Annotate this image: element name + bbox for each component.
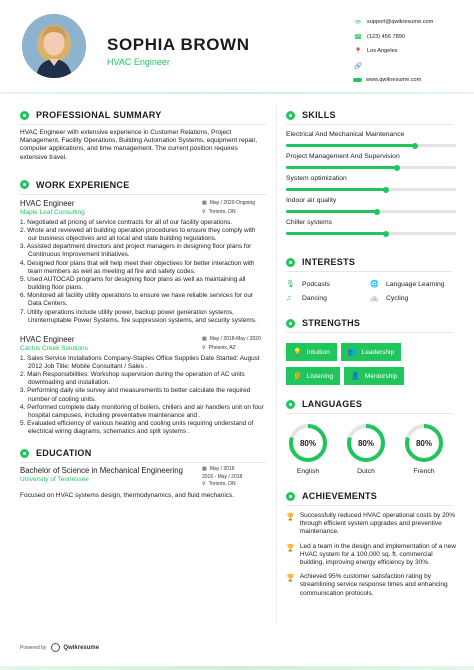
experience-section bbox=[20, 180, 266, 437]
skill-level-bar bbox=[286, 188, 456, 191]
education-heading: EDUCATION bbox=[36, 448, 92, 459]
section-rule bbox=[286, 413, 452, 414]
skill-item bbox=[286, 131, 456, 147]
skills-section bbox=[286, 110, 456, 235]
job-date: May / 2020-Ongoing bbox=[209, 199, 256, 206]
job-date: May / 2018-May / 2020 bbox=[209, 335, 261, 342]
music-icon: ♫ bbox=[286, 294, 292, 302]
contact-location: 📍 Los Angeles bbox=[353, 48, 398, 56]
strengths-section bbox=[286, 318, 456, 389]
phone-icon: ☎ bbox=[353, 33, 363, 41]
achievement-item: 🏆 Led a team in the design and implementation of a new HVAC system for a 100,000 sq. ft. commercial building, improving energy efficiency by 30%. bbox=[286, 542, 456, 567]
language-name: Dutch bbox=[357, 468, 375, 475]
website-icon bbox=[353, 78, 362, 82]
skill-name: Electrical And Mechanical Maintenance bbox=[286, 131, 405, 138]
job-bullets bbox=[20, 219, 266, 325]
skill-item bbox=[286, 219, 456, 235]
interest-item: 🌐 Language Learning bbox=[370, 280, 445, 288]
section-rule bbox=[20, 124, 266, 125]
section-bullet-icon bbox=[286, 258, 295, 267]
skill-level-fill bbox=[286, 188, 386, 191]
candidate-name: SOPHIA BROWN bbox=[107, 35, 250, 54]
job-entry bbox=[20, 199, 266, 325]
job-location: Toronto, ON bbox=[208, 208, 236, 215]
left-column bbox=[20, 110, 266, 500]
job-title: HVAC Engineer bbox=[20, 334, 75, 344]
location-icon: 📍 bbox=[353, 48, 363, 56]
strengths-tags bbox=[286, 341, 462, 389]
leader-icon: 👥 bbox=[347, 349, 357, 356]
skill-name: Indoor air quality bbox=[286, 197, 337, 204]
strength-tag: 👂 Listening bbox=[286, 367, 340, 385]
section-bullet-icon bbox=[286, 492, 295, 501]
candidate-title: HVAC Engineer bbox=[107, 57, 170, 67]
section-rule bbox=[20, 194, 266, 195]
globe-icon: 🌐 bbox=[370, 281, 379, 288]
language-item bbox=[344, 422, 388, 475]
skill-level-knob bbox=[412, 143, 418, 149]
powered-by: Powered by Qwikresume bbox=[20, 644, 100, 651]
skills-heading: SKILLS bbox=[302, 110, 336, 120]
job-title: HVAC Engineer bbox=[20, 198, 75, 208]
degree-title: Bachelor of Science in Mechanical Engineering bbox=[20, 466, 183, 476]
achievements-section bbox=[286, 491, 456, 598]
list-item: 5. Evaluated efficiency of various heating and cooling units requiring understand of electrical wiring diagrams, schematics and split systems . bbox=[20, 420, 254, 436]
language-percent: 80% bbox=[299, 439, 317, 448]
contact-email[interactable]: ✉ support@qwikresume.com bbox=[352, 15, 433, 30]
education-section bbox=[20, 448, 266, 500]
strength-tag: 💡 Intuition bbox=[286, 343, 337, 361]
skill-level-fill bbox=[286, 232, 386, 235]
resume-header bbox=[0, 0, 474, 92]
education-date: May / 2016 bbox=[209, 466, 235, 473]
language-ring bbox=[403, 422, 445, 464]
language-ring bbox=[345, 422, 387, 464]
education-date-range: 2016 - May / 2018 bbox=[202, 473, 243, 480]
list-item: 7. Utility operations include utility power, backup power generation systems, Uninterruptable Power Systems, fire suppression systems, and security systems. bbox=[20, 308, 257, 324]
list-item: 2. Wrote and reviewed all building operation procedures to ensure they comply with our business objectives and all local and state building regulations. bbox=[20, 226, 256, 243]
lightbulb-icon: 💡 bbox=[293, 349, 302, 356]
languages-section bbox=[286, 399, 456, 475]
qwikresume-logo-icon bbox=[51, 643, 60, 652]
section-bullet-icon bbox=[20, 111, 29, 120]
contact-link[interactable] bbox=[352, 59, 433, 74]
interest-item: 🚲 Cycling bbox=[370, 294, 409, 302]
trophy-icon: 🏆 bbox=[286, 575, 295, 583]
skill-level-fill bbox=[286, 144, 415, 147]
interests-section bbox=[286, 257, 456, 302]
skills-list bbox=[286, 131, 456, 235]
section-rule bbox=[286, 124, 452, 125]
list-item: 6. Monitored all facility utility operations to ensure we have reliable services for our Data Centers. bbox=[20, 292, 254, 308]
location-icon: ⚲ bbox=[202, 481, 206, 488]
language-item bbox=[402, 422, 446, 475]
language-ring bbox=[287, 422, 329, 464]
link-icon: 🔗 bbox=[353, 62, 363, 70]
calendar-icon: ▦ bbox=[202, 199, 207, 206]
education-text: Focused on HVAC systems design, thermodynamics, and fluid mechanics. bbox=[20, 491, 235, 499]
skill-level-bar bbox=[286, 210, 456, 213]
contact-website[interactable]: www.qwikresume.com bbox=[352, 73, 433, 88]
list-item: 3. Performing daily site survey and measurements to better calculate the required number of cooling units. bbox=[20, 387, 251, 403]
skill-name: Chiller systems bbox=[286, 219, 333, 226]
languages-list bbox=[286, 422, 446, 475]
skill-item bbox=[286, 197, 456, 213]
list-item: 1. Sales Service Installations Company-Staples Office Supplies Date Started: August 2012 Job Title: Mobile Consultant / Sales . bbox=[20, 354, 260, 370]
interest-item: 🎙 Podcasts bbox=[286, 280, 330, 288]
skill-item bbox=[286, 175, 456, 191]
skill-level-fill bbox=[286, 210, 377, 213]
skill-item bbox=[286, 153, 456, 169]
ear-icon: 👂 bbox=[293, 373, 302, 380]
languages-heading: LANGUAGES bbox=[302, 399, 363, 409]
calendar-icon: ▦ bbox=[202, 466, 207, 473]
brand-name: Qwikresume bbox=[63, 644, 100, 651]
contact-phone[interactable]: ☎ (123) 456 7890 bbox=[353, 33, 405, 41]
section-bullet-icon bbox=[20, 449, 29, 458]
job-location: Phoenix, AZ bbox=[208, 344, 236, 351]
company-name: Cactus Creek Solutions bbox=[20, 344, 88, 352]
right-column bbox=[286, 110, 456, 598]
location-icon: ⚲ bbox=[202, 344, 206, 351]
interests-list bbox=[286, 280, 456, 302]
list-item: 1. Negotiated all pricing of service contracts for all of our facility operations. bbox=[20, 218, 233, 226]
skill-level-knob bbox=[394, 165, 400, 171]
skill-level-bar bbox=[286, 232, 456, 235]
list-item: 4. Designed floor plans that will help meet their objectives for better interaction with team members as well as meeting all fire and safety codes. bbox=[20, 259, 255, 275]
section-bullet-icon bbox=[286, 319, 295, 328]
language-percent: 80% bbox=[415, 439, 433, 448]
interest-item: ♫ Dancing bbox=[286, 294, 327, 302]
list-item: 5. Used AUTOCAD programs for designing floor plans as well as maintaining all building floor plans. bbox=[20, 275, 246, 292]
mentor-icon: 👤 bbox=[351, 373, 360, 380]
interests-heading: INTERESTS bbox=[302, 257, 356, 267]
footer-band bbox=[0, 666, 474, 670]
calendar-icon: ▦ bbox=[202, 335, 207, 342]
job-bullets bbox=[20, 355, 266, 437]
header-band bbox=[0, 92, 474, 94]
profile-photo bbox=[22, 14, 86, 78]
list-item: 3. Assisted department directors and project managers in designing floor plans for Continuous Improvement Initiatives. bbox=[20, 243, 252, 259]
language-percent: 80% bbox=[357, 439, 375, 448]
list-item: 2. Main Responsibilities: Workshop supervision during the operation of AC units downloading and installation. bbox=[20, 371, 245, 387]
summary-section bbox=[20, 110, 266, 162]
skill-level-knob bbox=[383, 231, 389, 237]
summary-heading: PROFESSIONAL SUMMARY bbox=[36, 110, 162, 120]
strength-tag: 👥 Leadership bbox=[341, 343, 401, 361]
school-name: University of Tennessee bbox=[20, 476, 89, 484]
skill-name: Project Management And Supervision bbox=[286, 153, 400, 160]
language-item bbox=[286, 422, 330, 475]
strengths-heading: STRENGTHS bbox=[302, 318, 361, 328]
skill-level-knob bbox=[374, 209, 380, 215]
achievement-item: 🏆 Successfully reduced HVAC operational costs by 20% through efficient system upgrades and preventive maintenance. bbox=[286, 512, 456, 536]
achievement-item: 🏆 Achieved 95% customer satisfaction rating by streamlining service response times and enhancing communication protocols. bbox=[286, 573, 448, 597]
strength-tag: 👤 Mentorship bbox=[344, 367, 404, 385]
experience-heading: WORK EXPERIENCE bbox=[36, 179, 130, 190]
trophy-icon: 🏆 bbox=[286, 514, 295, 521]
skill-name: System optimization bbox=[286, 175, 347, 182]
location-icon: ⚲ bbox=[202, 208, 206, 215]
section-rule bbox=[286, 332, 452, 333]
section-rule bbox=[286, 271, 452, 272]
section-rule bbox=[286, 505, 452, 506]
language-name: English bbox=[296, 468, 320, 475]
microphone-icon: 🎙 bbox=[286, 281, 295, 288]
skill-level-fill bbox=[286, 166, 397, 169]
contact-list bbox=[352, 15, 433, 88]
section-bullet-icon bbox=[286, 400, 295, 409]
bicycle-icon: 🚲 bbox=[370, 295, 379, 302]
skill-level-bar bbox=[286, 166, 456, 169]
section-bullet-icon bbox=[20, 180, 29, 189]
achievements-heading: ACHIEVEMENTS bbox=[302, 491, 378, 501]
section-bullet-icon bbox=[286, 111, 295, 120]
language-name: French bbox=[413, 468, 435, 475]
company-name: Maple Leaf Consulting bbox=[20, 208, 85, 216]
email-icon: ✉ bbox=[355, 19, 361, 27]
education-location: Toronto, ON bbox=[208, 481, 236, 488]
job-entry bbox=[20, 335, 266, 437]
summary-text: HVAC Engineer with extensive experience in Customer Relations, Project Management, Facility Operations, Building Automation Systems, equipment repair, computer applications, and time management. The current position requires extensive travel. bbox=[20, 129, 258, 161]
skill-level-knob bbox=[383, 187, 389, 193]
trophy-icon: 🏆 bbox=[286, 544, 295, 552]
column-divider bbox=[276, 104, 277, 624]
list-item: 4. Performed complete daily monitoring of boilers, chillers and air handlers unit on four hospital campuses, including preventative maintenance and . bbox=[20, 403, 264, 419]
section-rule bbox=[20, 462, 266, 463]
skill-level-bar bbox=[286, 144, 456, 147]
